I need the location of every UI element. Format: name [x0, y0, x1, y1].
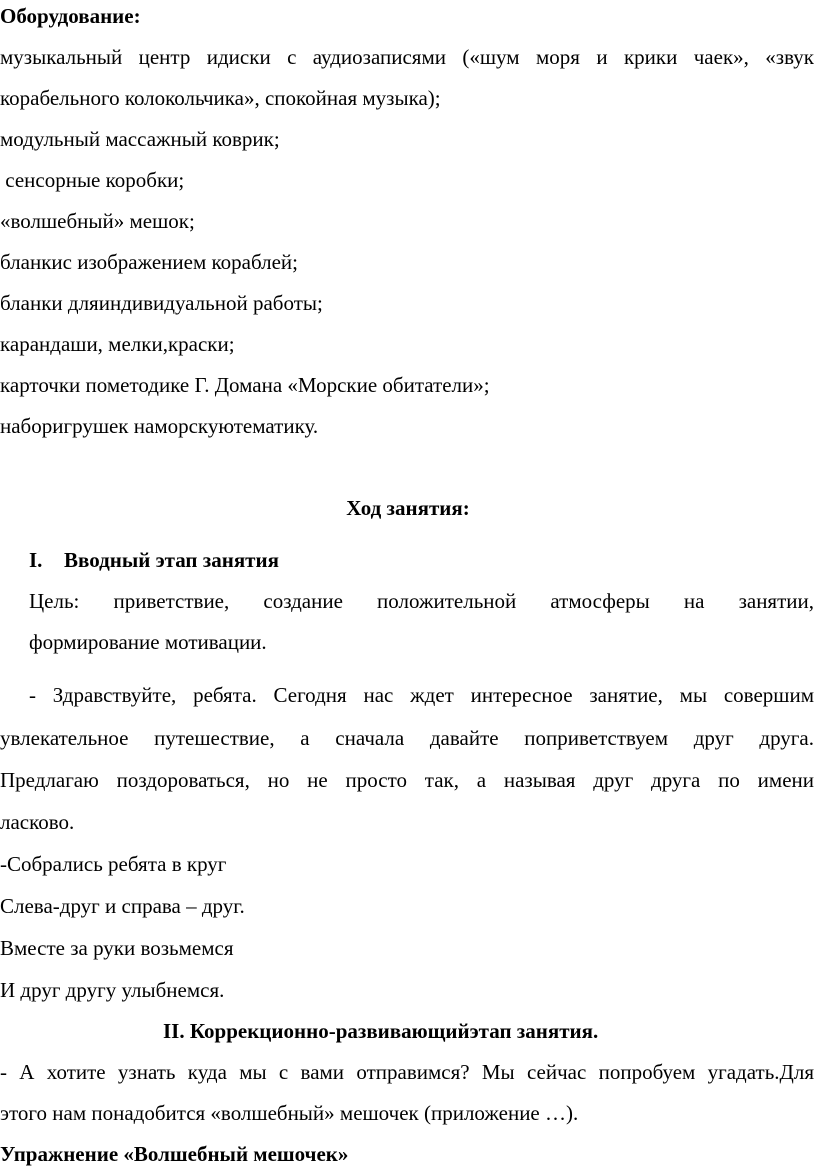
stage2-line: этого нам понадобится «волшебный» мешочек (приложение …).: [0, 1101, 579, 1125]
equipment-item: карточки пометодике Г. Домана «Морские обитатели»;: [0, 373, 490, 397]
poem-line: Вместе за руки возьмемся: [0, 936, 234, 960]
equipment-item: бланки дляиндивидуальной работы;: [0, 291, 323, 315]
stage1-goal-line: Цель: приветствие, создание положительной атмосферы на занятии,: [29, 589, 814, 613]
equipment-item: карандаши, мелки,краски;: [0, 332, 235, 356]
stage1-title: Вводный этап занятия: [64, 548, 279, 572]
stage1-speech-line: ласково.: [0, 810, 75, 834]
equipment-heading: Оборудование:: [0, 4, 141, 28]
equipment-item: наборигрушек наморскуютематику.: [0, 414, 319, 438]
equipment-item: «волшебный» мешок;: [0, 209, 195, 233]
poem-line: -Собрались ребята в круг: [0, 852, 227, 876]
lesson-title: Ход занятия:: [346, 496, 470, 520]
equipment-item: модульный массажный коврик;: [0, 127, 280, 151]
equipment-item: музыкальный центр идиски с аудиозаписями («шум моря и крики чаек», «звук: [0, 45, 814, 69]
equipment-item: корабельного колокольчика», спокойная музыка);: [0, 86, 441, 110]
stage1-speech-line: - Здравствуйте, ребята. Сегодня нас ждет интересное занятие, мы совершим: [29, 683, 814, 707]
exercise-heading: Упражнение «Волшебный мешочек»: [0, 1142, 349, 1166]
stage1-goal-line: формирование мотивации.: [29, 630, 267, 654]
stage2-line: - А хотите узнать куда мы с вами отправимся? Мы сейчас попробуем угадать.Для: [0, 1060, 814, 1084]
stage1-numeral: I.: [29, 548, 43, 572]
poem-line: Слева-друг и справа – друг.: [0, 894, 245, 918]
stage1-heading: [29, 548, 279, 572]
equipment-item: сенсорные коробки;: [0, 168, 185, 192]
stage1-speech-line: увлекательное путешествие, а сначала давайте поприветствуем друг друга.: [0, 726, 814, 750]
stage2-heading: II. Коррекционно-развивающийэтап занятия.: [163, 1019, 599, 1043]
stage1-speech-line: Предлагаю поздороваться, но не просто так, а называя друг друга по имени: [0, 768, 814, 792]
equipment-item: бланкис изображением кораблей;: [0, 250, 299, 274]
poem-line: И друг другу улыбнемся.: [0, 978, 225, 1002]
